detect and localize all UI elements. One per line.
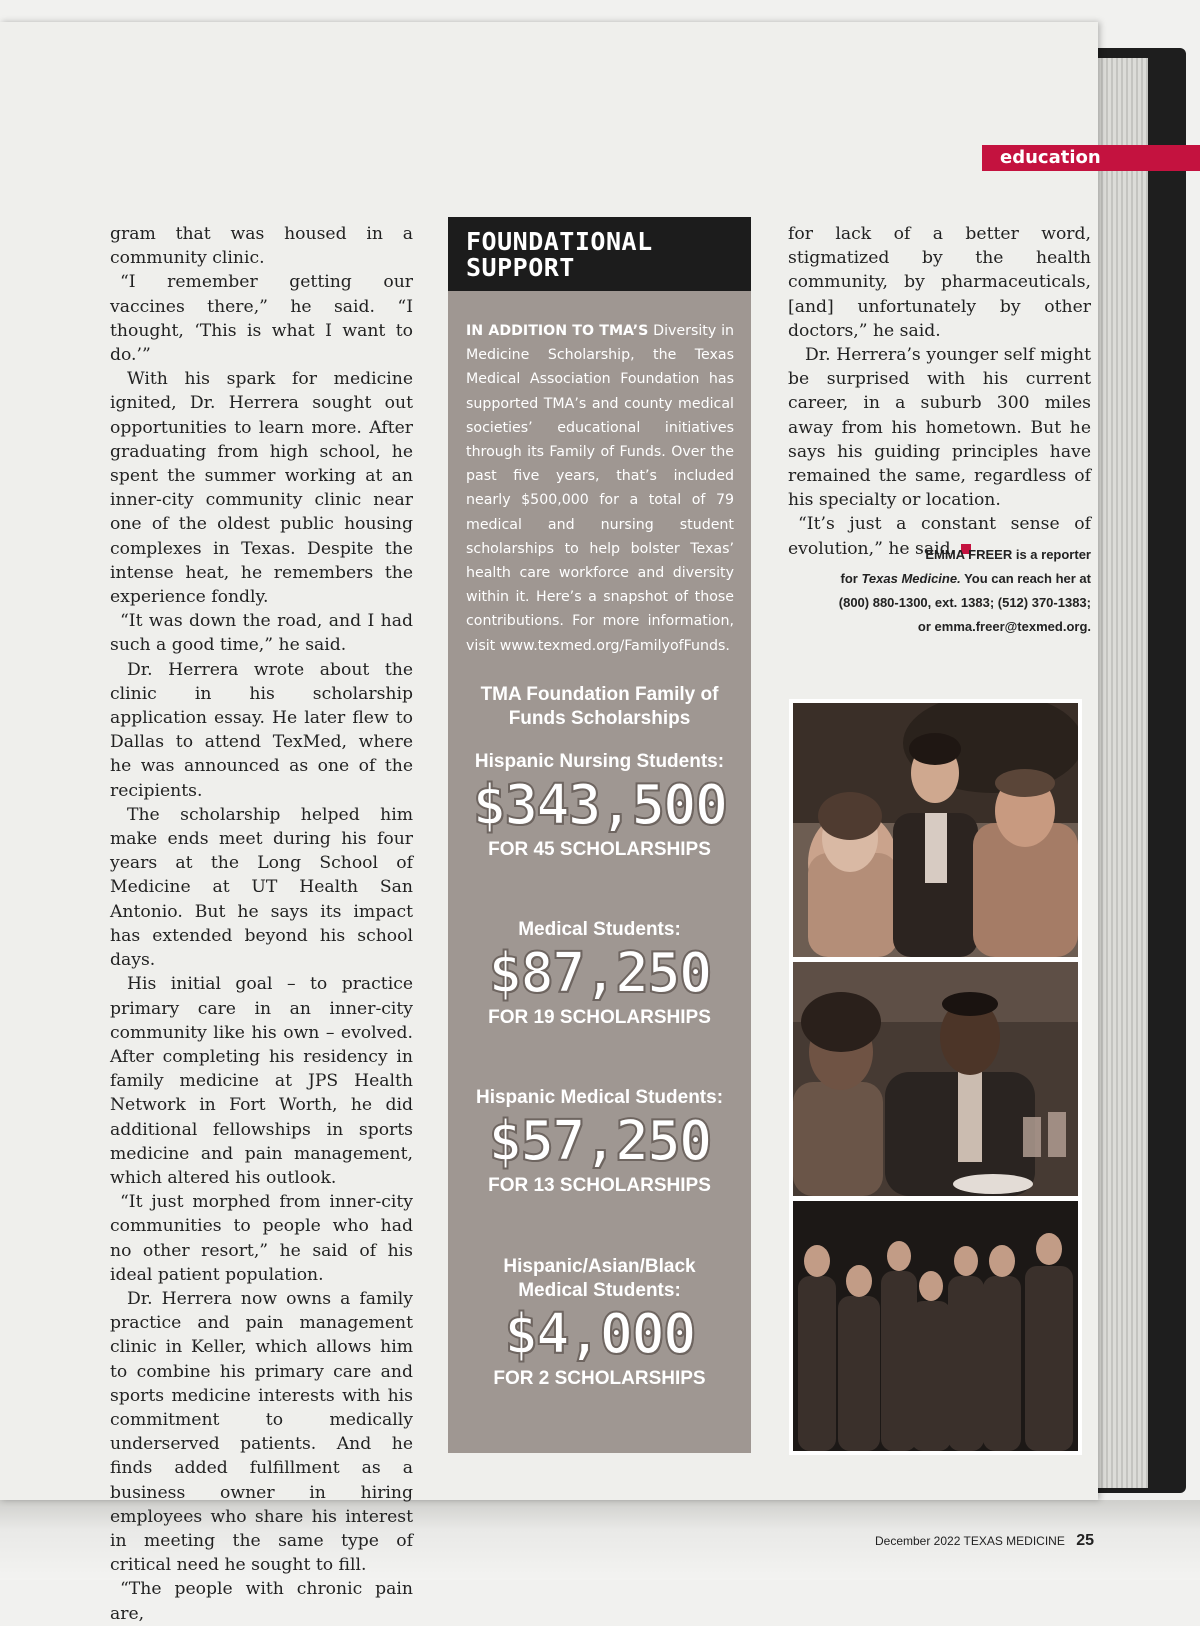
sidebar-intro-body: Diversity in Medicine Scholarship, the Texas Medical Association Foundation has supported TMA’s and county medical societies’ educational initiatives through its Family of Funds. Over the past five years, that’s included nearly $500,000 for a total of 79 medical and nursing student scholarships to help bolster Texas’ health care workforce and diversity within it. Here’s a snapshot of those contributions. For more information, visit www.texmed.org/FamilyofFunds. <box>466 323 734 654</box>
photo-family-group <box>789 699 1082 961</box>
stat-count: FOR 2 SCHOLARSHIPS <box>493 1368 706 1389</box>
photo-group-students <box>789 1197 1082 1455</box>
fund-title-line: TMA Foundation Family of <box>480 684 719 705</box>
bio-line: (800) 880-1300, ext. 1383; (512) 370-1383; <box>838 595 1091 610</box>
page-number: 25 <box>1076 1532 1094 1549</box>
paragraph: The scholarship helped him make ends meet during his four years at the Long School of Medicine at UT Health San Antonio. But he says its impact has extended beyond his school days. <box>110 804 413 971</box>
stat-label: Hispanic Nursing Students: <box>474 751 725 772</box>
bio-line: EMMA FREER is a reporter <box>925 547 1091 562</box>
sidebar-title-line: FOUNDATIONAL <box>466 227 653 256</box>
paragraph: His initial goal – to practice primary care in an inner-city community like his own – evolved. After completing his residency in family medicine at JPS Health Network in Fort Worth, he did additional fellowships in sports medicine and pain management, which altered his outlook. <box>110 974 413 1188</box>
stat-label: Medical Students: <box>518 919 681 940</box>
sidebar-title-line: SUPPORT <box>466 253 575 282</box>
scholarship-stat <box>448 918 751 1030</box>
stat-label-line2: Medical Students: <box>518 1280 681 1301</box>
book-page-edges <box>1098 58 1148 1488</box>
sidebar-intro <box>466 319 734 658</box>
fund-title <box>448 683 751 731</box>
paragraph: Dr. Herrera wrote about the clinic in his scholarship application essay. He later flew to Dallas to attend TexMed, where he was announced as one of the recipients. <box>110 659 413 801</box>
issue-date: December 2022 <box>874 1534 961 1548</box>
sidebar-intro-lead: IN ADDITION TO TMA’S <box>466 323 649 339</box>
fund-title-line: Funds Scholarships <box>508 708 691 729</box>
paragraph: “The people with chronic pain are, <box>110 1579 413 1624</box>
sidebar-title <box>448 217 751 291</box>
page-footer <box>874 1532 1094 1550</box>
bio-publication: Texas Medicine. <box>861 571 961 586</box>
paragraph: With his spark for medicine ignited, Dr. Herrera sought out opportunities to learn more. After graduating from high school, he spent the summer working at an inner-city community clinic near one of the oldest public housing complexes in Texas. Despite the intense heat, he remembers the experience fondly. <box>110 369 413 608</box>
paragraph: for lack of a better word, stigmatized by the health community, by pharmaceuticals, [and] unfortunately by other doctors,” he said. <box>788 224 1091 341</box>
stat-count: FOR 13 SCHOLARSHIPS <box>488 1175 711 1196</box>
author-bio <box>788 543 1091 639</box>
paragraph: gram that was housed in a community clinic. <box>110 224 413 269</box>
paragraph-text: “It’s just a constant sense of evolution,” he said. <box>788 514 1091 559</box>
paragraph: “I remember getting our vaccines there,” he said. “I thought, ‘This is what I want to do.’” <box>110 272 413 366</box>
stat-amount: $343,500 <box>472 773 727 838</box>
bio-text: You can reach her at <box>960 571 1091 586</box>
bio-line: or emma.freer@texmed.org. <box>917 619 1091 634</box>
paragraph: “It just morphed from inner-city communities to people who had no other resort,” he said of his ideal patient population. <box>110 1192 413 1285</box>
stat-count: FOR 45 SCHOLARSHIPS <box>488 839 711 860</box>
article-right-column <box>788 222 1091 561</box>
stat-amount: $4,000 <box>504 1302 695 1367</box>
bio-line <box>788 567 1091 591</box>
photo-event-table <box>789 958 1082 1200</box>
stat-label: Hispanic/Asian/Black <box>503 1256 696 1277</box>
paragraph: Dr. Herrera’s younger self might be surprised with his current career, in a suburb 300 miles away from his hometown. But he says his guiding principles have remained the same, regardless of his specialty or location. <box>788 345 1091 511</box>
section-tab: education <box>982 145 1200 171</box>
stat-label: Hispanic Medical Students: <box>475 1087 724 1108</box>
stat-amount: $57,250 <box>488 1109 711 1174</box>
scholarship-stat <box>448 1255 751 1391</box>
scholarship-stat <box>448 1086 751 1198</box>
foundational-support-sidebar <box>448 217 751 1453</box>
bio-text: for <box>840 571 862 586</box>
stat-count: FOR 19 SCHOLARSHIPS <box>488 1007 711 1028</box>
magazine-name: TEXAS MEDICINE <box>963 1534 1065 1548</box>
paragraph: “It was down the road, and I had such a good time,” he said. <box>110 611 413 656</box>
scholarship-stat <box>448 750 751 862</box>
article-left-column <box>110 222 413 1626</box>
stat-amount: $87,250 <box>488 941 711 1006</box>
paragraph: Dr. Herrera now owns a family practice and pain management clinic in Keller, which allows him to combine his primary care and sports medicine interests with his commitment to medically underserved patients. And he finds added fulfillment as a business owner in hiring employees who share his interest in meeting the same type of critical need he sought to fill. <box>110 1288 413 1576</box>
